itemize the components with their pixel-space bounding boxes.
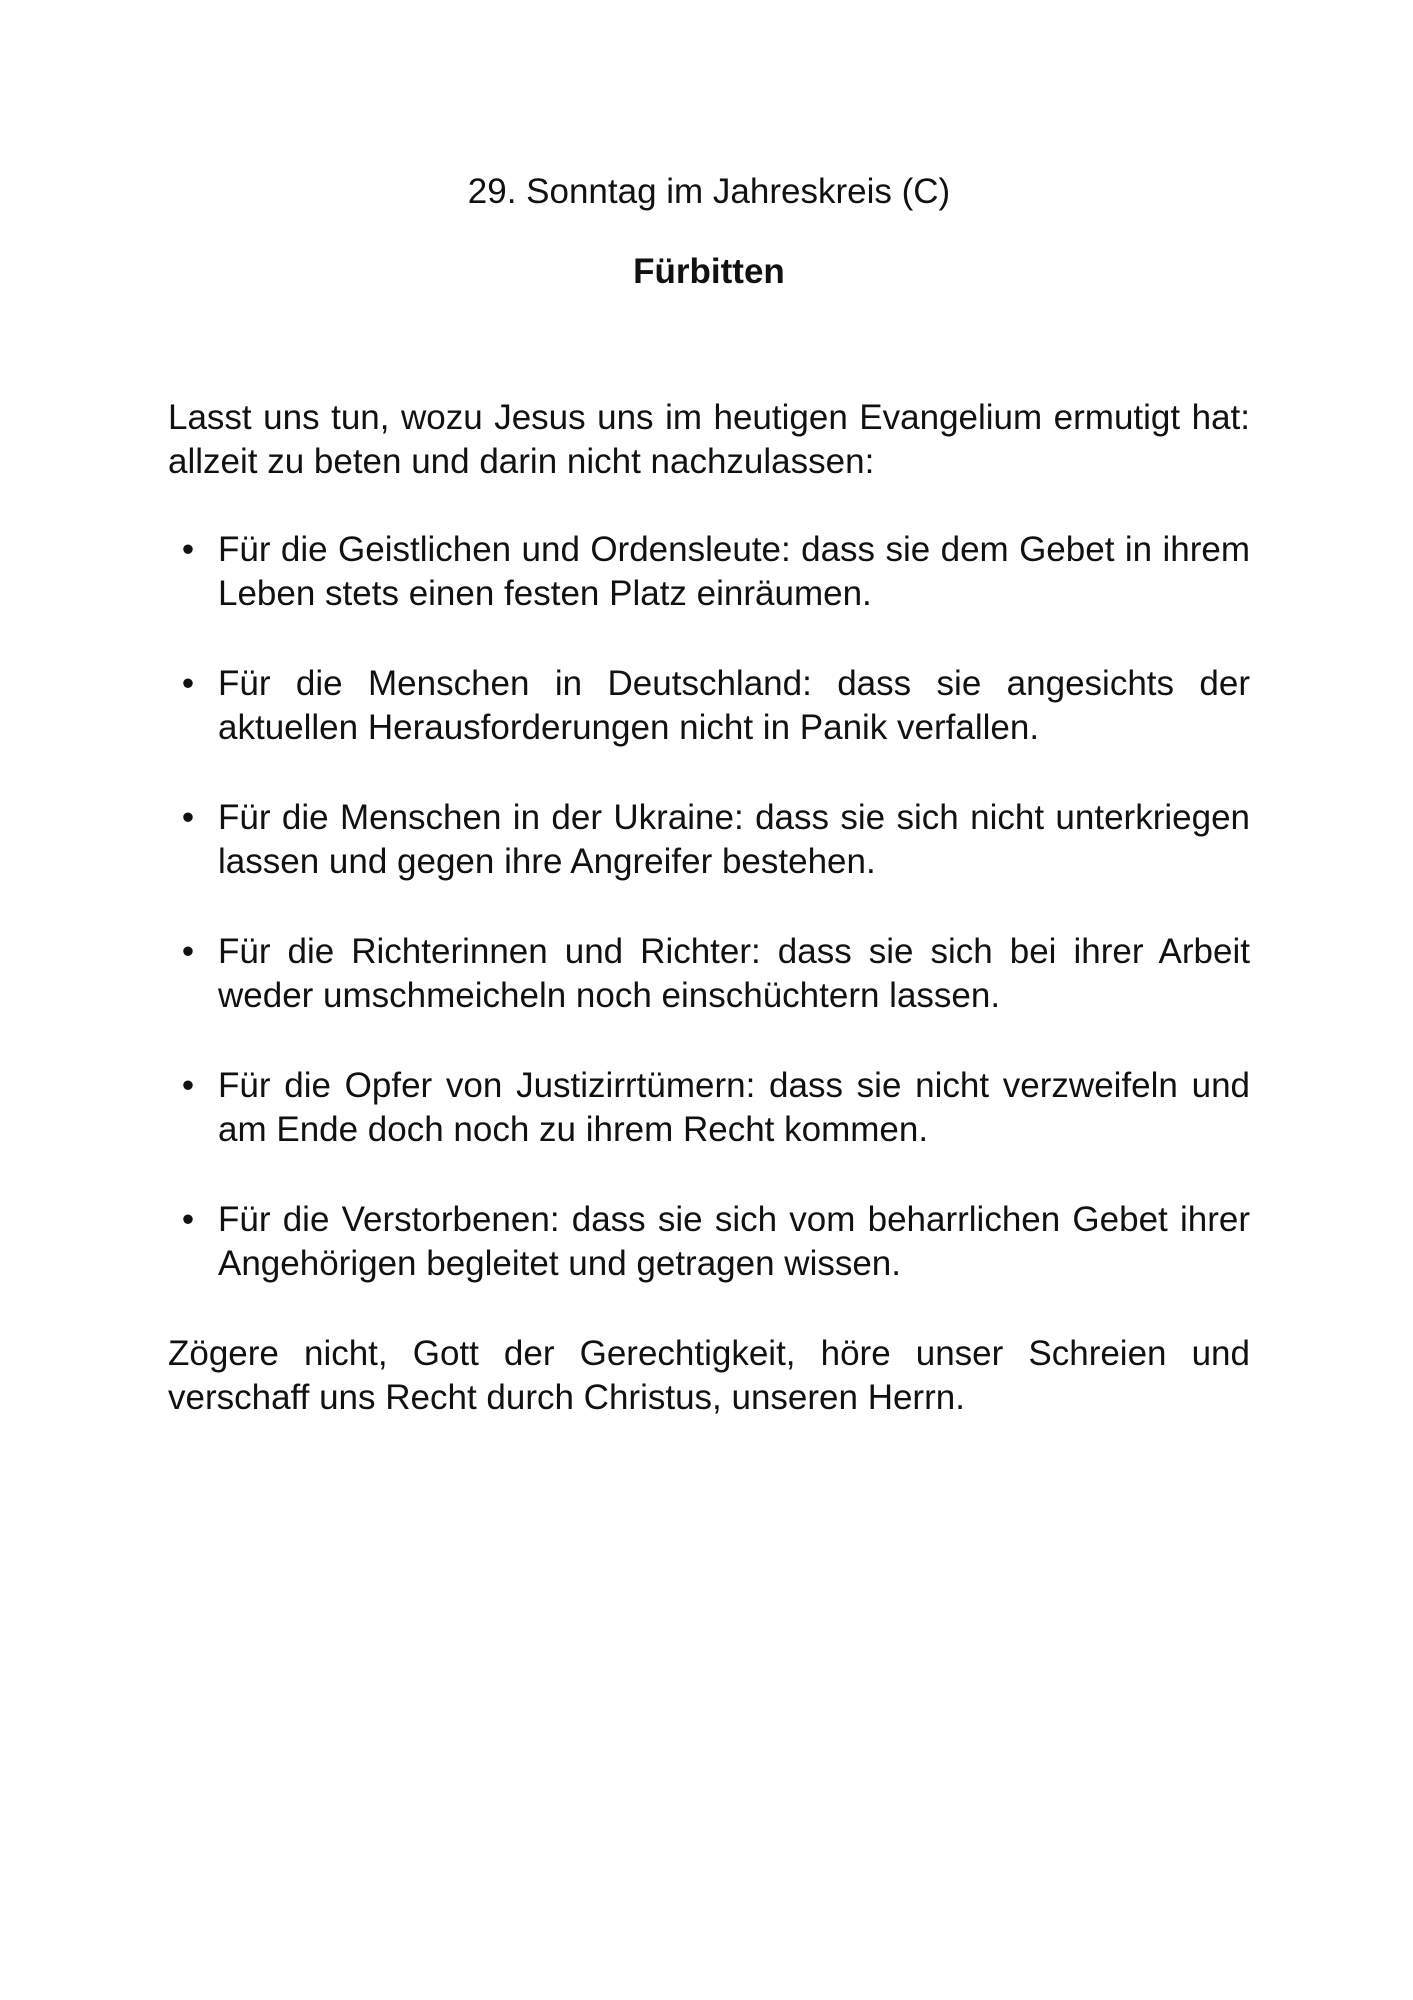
petition-text: Für die Verstorbenen: dass sie sich vom beharrlichen Gebet ihrer Angehörigen begleitet und getragen wissen. [218, 1200, 1250, 1283]
petition-text: Für die Geistlichen und Ordensleute: dass sie dem Gebet in ihrem Leben stets einen festen Platz einräumen. [218, 530, 1250, 613]
closing-paragraph: Zögere nicht, Gott der Gerechtigkeit, höre unser Schreien und verschaff uns Recht durch Christus, unseren Herrn. [168, 1334, 1250, 1417]
petition-item [168, 1198, 1250, 1286]
bullet-icon: • [181, 530, 195, 569]
petition-item [168, 1064, 1250, 1152]
petition-text: Für die Richterinnen und Richter: dass sie sich bei ihrer Arbeit weder umschmeicheln noch einschüchtern lassen. [218, 932, 1250, 1015]
bullet-icon: • [181, 1200, 195, 1239]
bullet-icon: • [181, 932, 195, 971]
petition-text: Für die Menschen in Deutschland: dass sie angesichts der aktuellen Herausforderungen nicht in Panik verfallen. [218, 664, 1250, 747]
petition-text: Für die Opfer von Justizirrtümern: dass sie nicht verzweifeln und am Ende doch noch zu ihrem Recht kommen. [218, 1066, 1250, 1149]
petition-item [168, 796, 1250, 884]
bullet-icon: • [181, 798, 195, 837]
bullet-icon: • [181, 1066, 195, 1105]
petition-list [168, 528, 1250, 1286]
bullet-icon: • [181, 664, 195, 703]
petition-text: Für die Menschen in der Ukraine: dass sie sich nicht unterkriegen lassen und gegen ihre Angreifer bestehen. [218, 798, 1250, 881]
petition-item [168, 528, 1250, 616]
intro-paragraph: Lasst uns tun, wozu Jesus uns im heutigen Evangelium ermutigt hat: allzeit zu beten und darin nicht nachzulassen: [168, 398, 1250, 481]
document-heading: 29. Sonntag im Jahreskreis (C) [467, 172, 951, 211]
document-page [168, 170, 1250, 1420]
petition-item [168, 662, 1250, 750]
document-title: Fürbitten [633, 252, 785, 291]
petition-item [168, 930, 1250, 1018]
